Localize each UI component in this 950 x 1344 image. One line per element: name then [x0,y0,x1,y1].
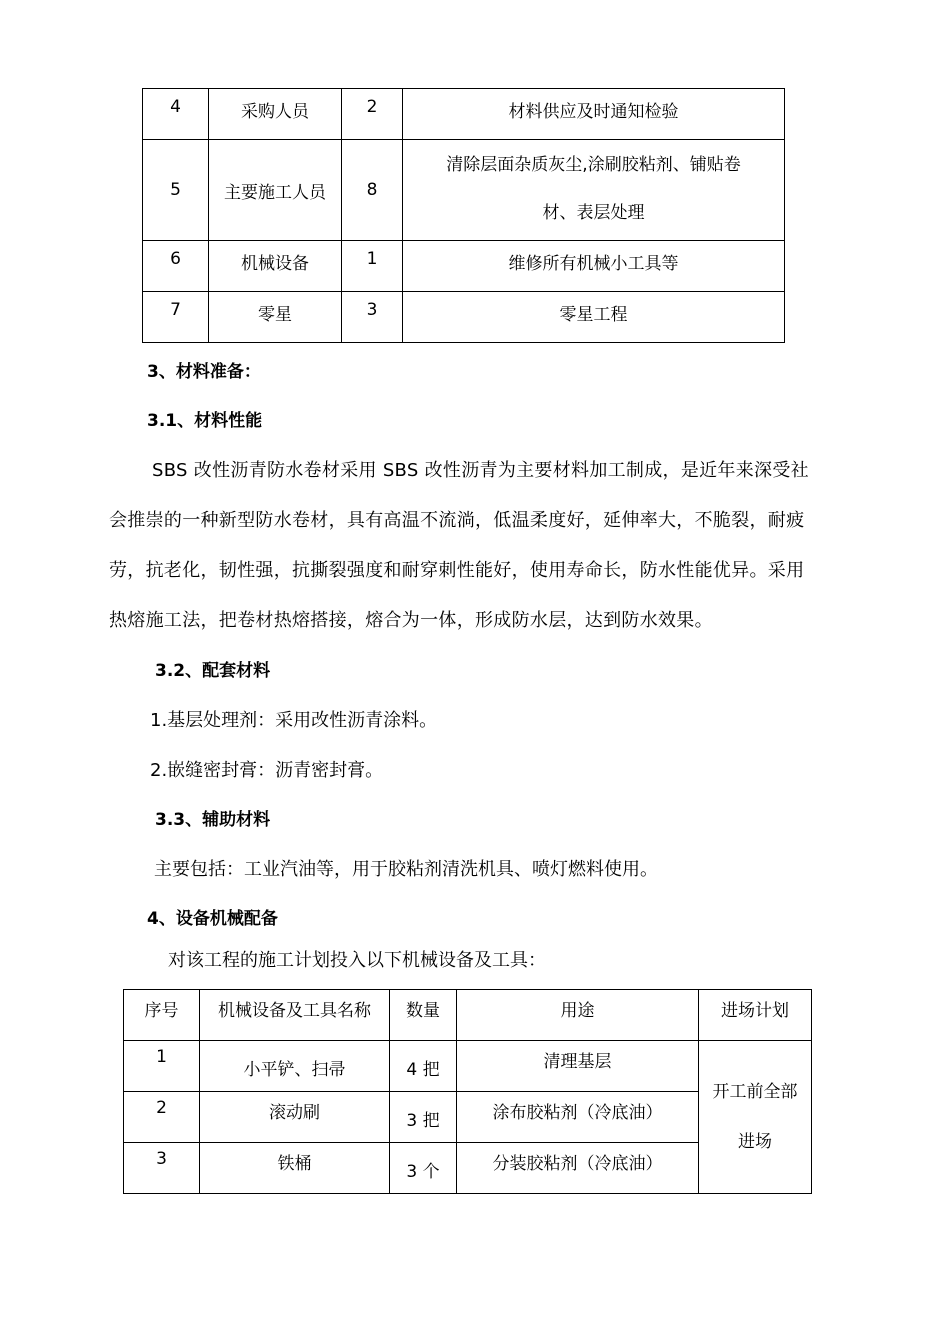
count-cell: 8 [342,140,403,241]
auxiliary-text: 主要包括：工业汽油等，用于胶粘剂清洗机具、喷灯燃料使用。 [154,859,658,880]
row-number-cell: 2 [124,1092,200,1143]
usage-cell: 分装胶粘剂（冷底油） [457,1143,699,1194]
row-number-cell: 6 [143,241,209,292]
usage-cell: 涂布胶粘剂（冷底油） [457,1092,699,1143]
auxiliary-heading: 3.3、辅助材料 [155,810,271,830]
table-row [143,241,785,292]
duty-cell: 材料供应及时通知检验 [403,89,785,140]
row-number-cell: 5 [143,140,209,241]
equipment-name-cell: 滚动刷 [200,1092,390,1143]
row-number-cell: 3 [124,1143,200,1194]
paragraph-line: 热熔施工法，把卷材热熔搭接，熔合为一体，形成防水层，达到防水效果。 [109,610,713,631]
paragraph-line: 会推崇的一种新型防水卷材，具有高温不流淌，低温柔度好，延伸率大，不脆裂，耐疲 [109,510,805,531]
duty-cell: 维修所有机械小工具等 [403,241,785,292]
paragraph-line: 劳，抗老化，韧性强，抗撕裂强度和耐穿刺性能好，使用寿命长，防水性能优异。采用 [109,560,805,581]
supporting-item: 2.嵌缝密封膏：沥青密封膏。 [150,760,384,781]
count-cell: 3 [342,292,403,343]
entry-plan-cell: 开工前全部 进场 [699,1041,812,1194]
count-cell: 2 [342,89,403,140]
performance-heading: 3.1、材料性能 [147,411,263,431]
role-cell: 机械设备 [209,241,342,292]
staff-table [142,88,785,343]
quantity-cell: 3 把 [390,1092,457,1143]
row-number-cell: 7 [143,292,209,343]
equipment-name-cell: 小平铲、扫帚 [200,1041,390,1092]
equipment-table [123,989,812,1194]
header-cell: 机械设备及工具名称 [200,990,390,1041]
table-row [124,1041,812,1092]
paragraph-line: SBS 改性沥青防水卷材采用 SBS 改性沥青为主要材料加工制成，是近年来深受社 [152,460,809,481]
role-cell: 主要施工人员 [209,140,342,241]
quantity-cell: 3 个 [390,1143,457,1194]
duty-cell: 零星工程 [403,292,785,343]
table-row [143,292,785,343]
supporting-item: 1.基层处理剂：采用改性沥青涂料。 [150,710,438,731]
materials-heading: 3、材料准备： [147,362,261,382]
table-row [143,140,785,241]
quantity-cell: 4 把 [390,1041,457,1092]
header-cell: 进场计划 [699,990,812,1041]
count-cell: 1 [342,241,403,292]
equipment-intro: 对该工程的施工计划投入以下机械设备及工具： [168,950,546,971]
usage-cell: 清理基层 [457,1041,699,1092]
role-cell: 采购人员 [209,89,342,140]
duty-cell: 清除层面杂质灰尘,涂刷胶粘剂、铺贴卷 材、表层处理 [403,140,785,241]
row-number-cell: 4 [143,89,209,140]
header-cell: 序号 [124,990,200,1041]
equipment-name-cell: 铁桶 [200,1143,390,1194]
row-number-cell: 1 [124,1041,200,1092]
header-cell: 用途 [457,990,699,1041]
supporting-heading: 3.2、配套材料 [155,661,271,681]
header-cell: 数量 [390,990,457,1041]
role-cell: 零星 [209,292,342,343]
equipment-heading: 4、设备机械配备 [147,909,278,929]
table-row [143,89,785,140]
table-header-row [124,990,812,1041]
